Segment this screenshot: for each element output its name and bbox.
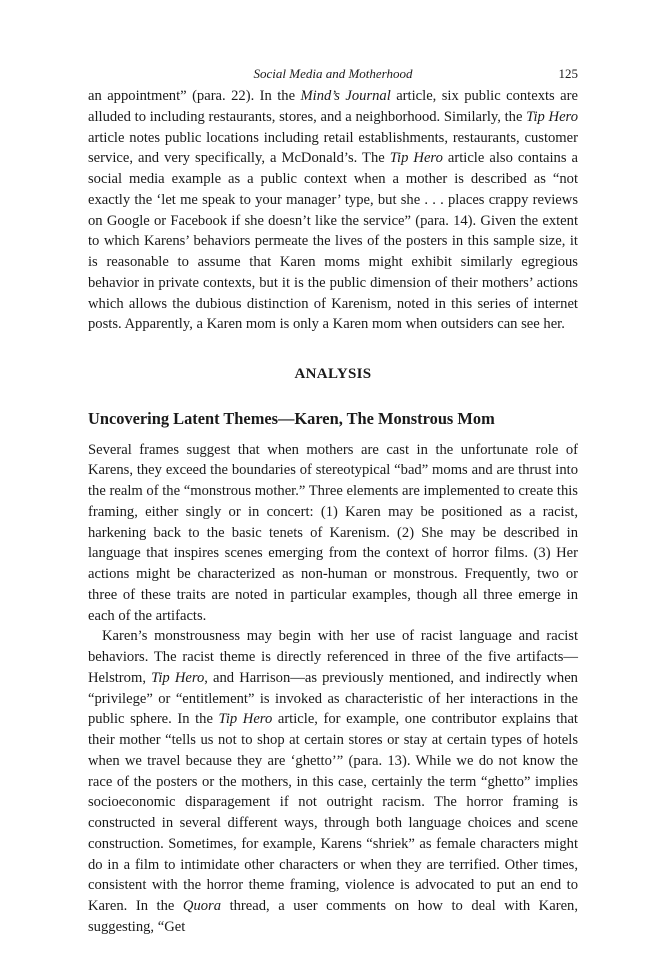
text-run: thread, a user comments on how to deal with Karen, suggesting, “Get <box>88 898 578 935</box>
text-run: Karen’s monstrousness may begin with her use of racist language and racist behaviors. The racist theme is directly referenced in three of the five artifacts—Helstrom, <box>88 628 578 686</box>
subsection-heading: Uncovering Latent Themes—Karen, The Monstrous Mom <box>88 408 495 428</box>
running-head <box>88 62 578 86</box>
italic-title-minds-journal: Mind’s Journal <box>300 88 391 104</box>
text-run: article notes public locations including retail establishments, restaurants, customer service, and very specifically, a McDonald’s. The <box>88 129 578 167</box>
text-run: , and Harrison—as previously mentioned, and indirectly when “privilege” or “entitlement” is invoked as characteristic of her interactions in the public sphere. In the <box>88 669 578 728</box>
text-run: an appointment” (para. 22). In the <box>88 88 301 104</box>
body-text <box>88 86 578 938</box>
page <box>88 62 578 938</box>
text-run: article also contains a social media example as a public context when a mother is described as “not exactly the ‘let me speak to your manager’ type, but she . . . places crappy reviews on Google or Facebook if she doesn’t like the service” (para. 14). Given the extent to which Karens’ behaviors permeate the lives of the posters in this sample size, it is reasonable to assume that Karen moms might exhibit similarly egregious behavior in private contexts, but it is the public dimension of their mothers’ actions which allows the dubious distinction of Karenism, noted in this series of internet posts. Apparently, a Karen mom is only a Karen mom when outsiders can see her. <box>88 150 579 333</box>
paragraph-continued <box>88 86 578 335</box>
text-run: article, six public contexts are alluded to including restaurants, stores, and a neighborhood. Similarly, the <box>88 88 578 125</box>
italic-title-tip-hero: Tip Hero <box>218 711 273 728</box>
italic-title-quora: Quora <box>182 898 222 914</box>
paragraph-monstrousness <box>88 626 578 937</box>
italic-title-tip-hero: Tip Hero <box>151 669 205 686</box>
running-title: Social Media and Motherhood <box>253 66 413 81</box>
italic-title-tip-hero: Tip Hero <box>526 108 578 125</box>
section-heading-analysis: ANALYSIS <box>294 366 372 382</box>
text-run: article, for example, one contributor explains that their mother “tells us not to shop at certain stores or stay at certain types of hotels when we travel because they are ‘ghetto’” (para. 13). While we do not know the race of the posters or the mothers, in this case, certainly the term “ghetto” implies socioeconomic disparagement if not outright racism. The horror framing is constructed in several different ways, through both language choices and scene construction. Sometimes, for example, Karens “shriek” as female characters might do in a film to intimidate other characters or when they are terrified. Other times, consistent with the horror theme framing, violence is advocated to put an end to Karen. In the <box>88 711 578 914</box>
italic-title-tip-hero: Tip Hero <box>389 150 443 167</box>
paragraph-frames: Several frames suggest that when mothers are cast in the unfortunate role of Karens, they exceed the boundaries of stereotypical “bad” moms and are thrust into the realm of the “monstrous mother.” Three elements are implemented to create this framing, either singly or in concert: (1) Karen may be positioned as a racist, harkening back to the basic tenets of Karenism. (2) She may be described in language that inspires scenes emerging from the context of horror films. (3) Her actions might be characterized as non-human or monstrous. Frequently, two or three of these traits are noted in particular examples, though all three emerge in each of the artifacts. <box>88 441 578 624</box>
page-number: 125 <box>558 66 578 81</box>
